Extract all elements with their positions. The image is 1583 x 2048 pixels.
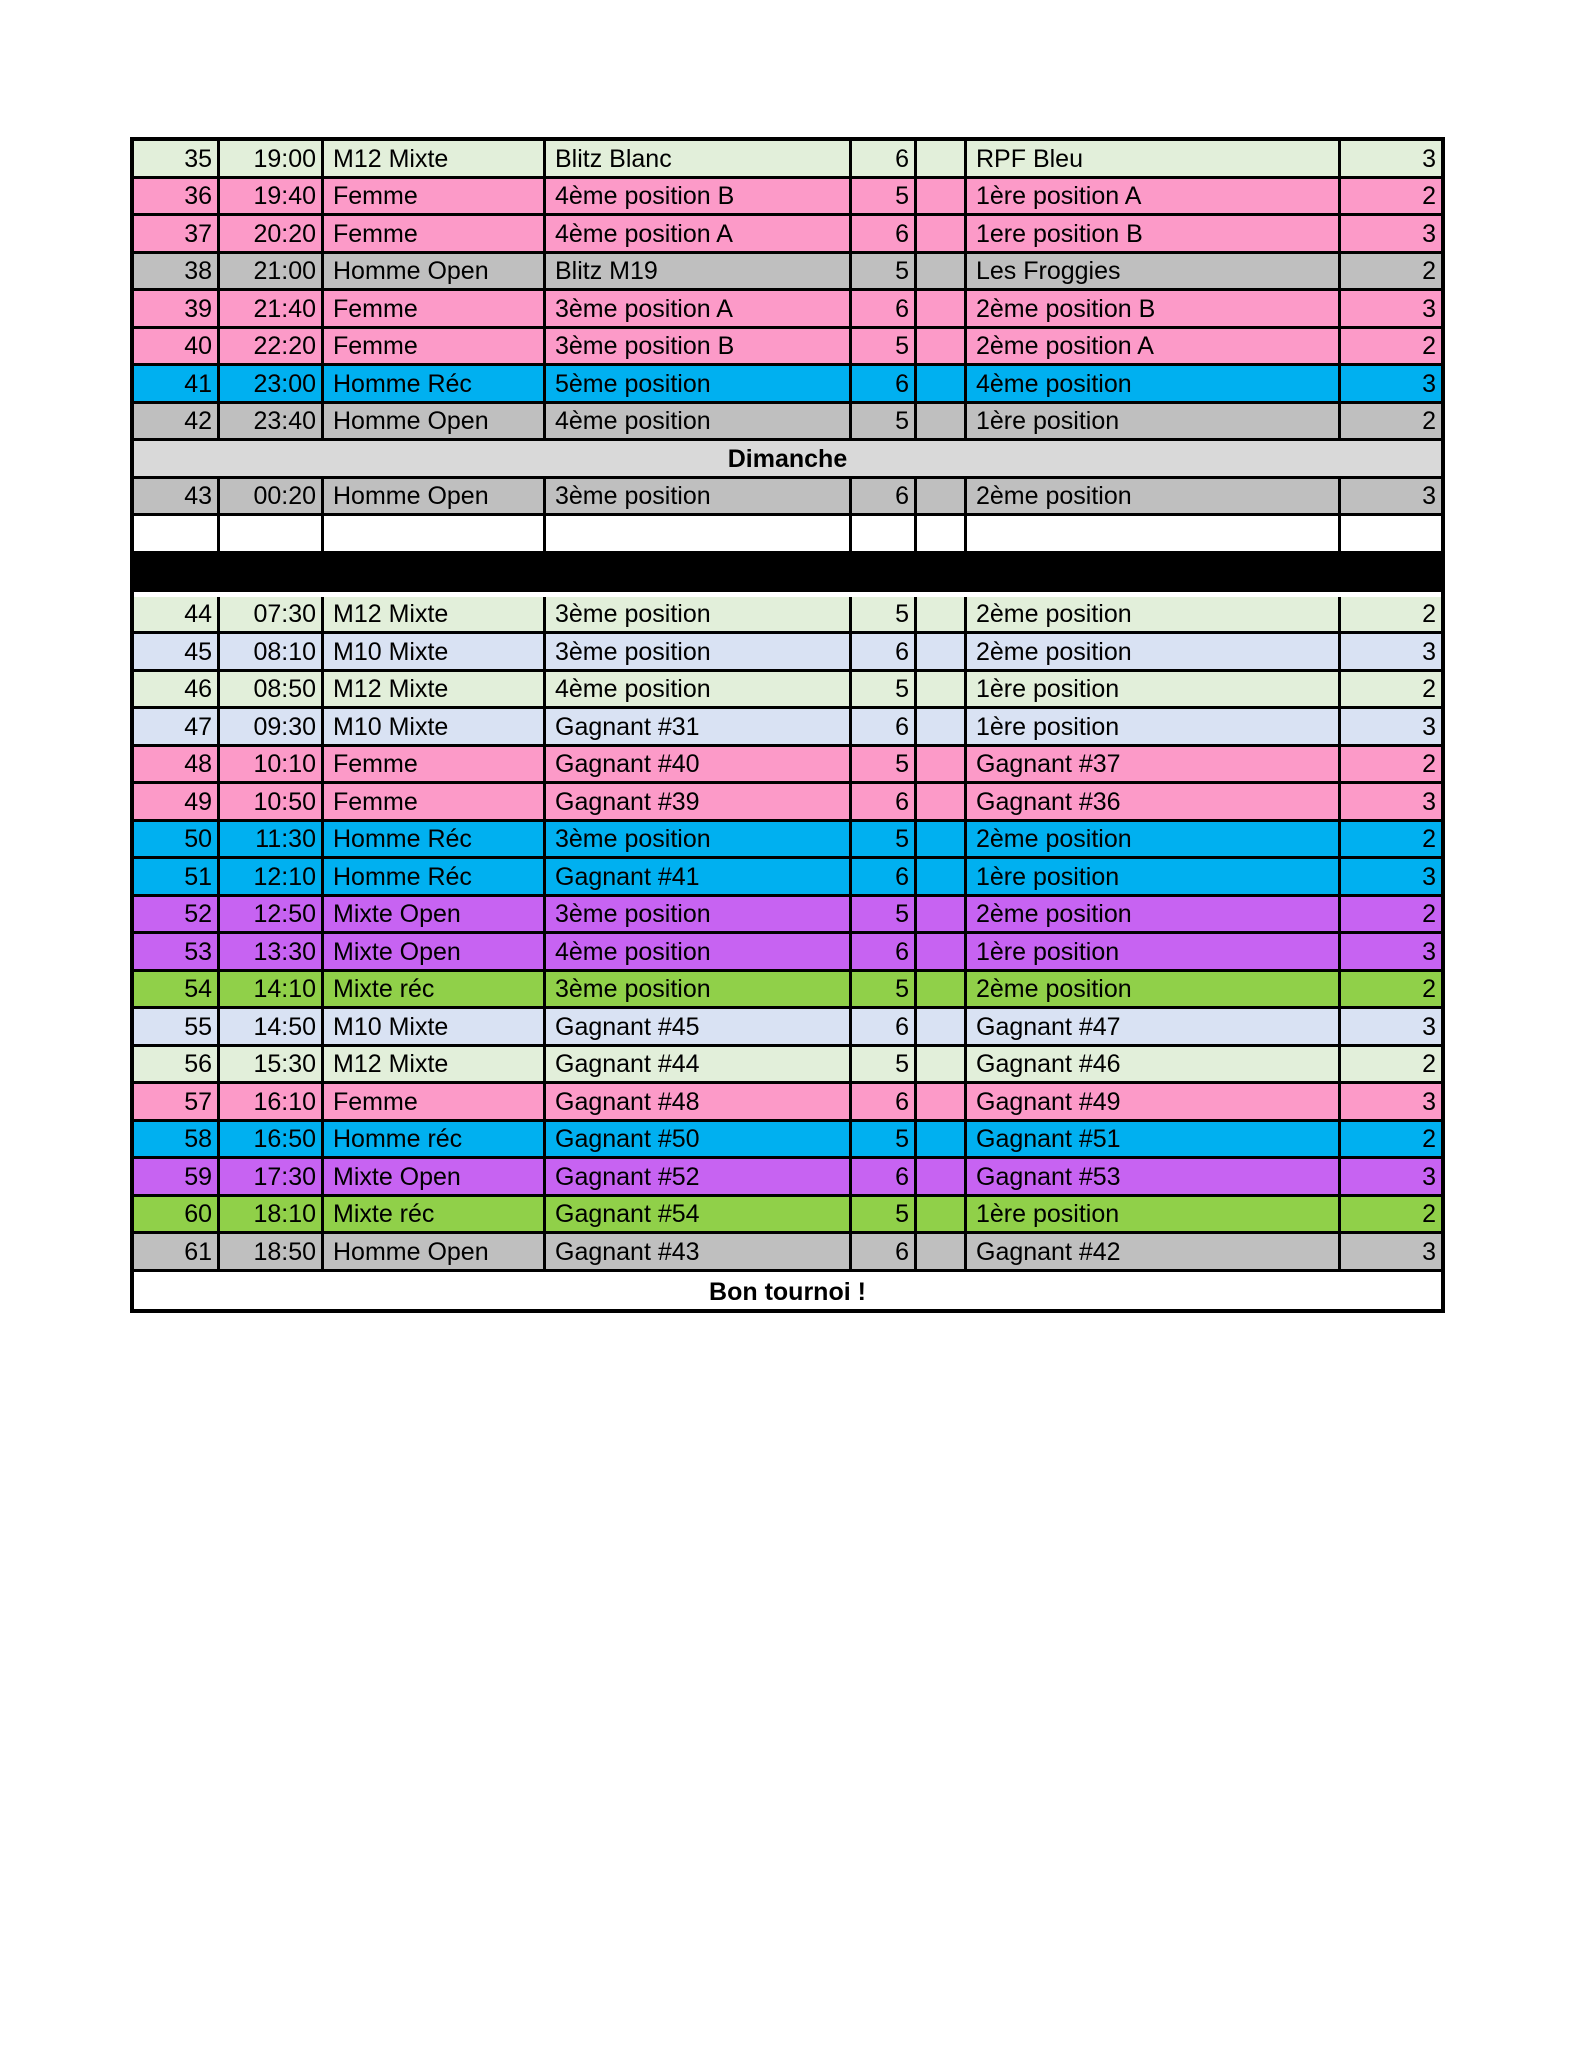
match-number-cell: 42	[134, 404, 220, 439]
match-court1-cell: 5	[852, 672, 917, 707]
match-team2-cell: Gagnant #42	[967, 1234, 1341, 1269]
match-court1-cell: 5	[852, 897, 917, 932]
match-number-cell: 59	[134, 1159, 220, 1194]
match-court2-cell	[1341, 516, 1441, 551]
match-time-cell: 21:00	[220, 254, 324, 289]
match-gap-cell	[917, 141, 967, 176]
match-number-cell: 36	[134, 179, 220, 214]
match-team2-cell: Gagnant #53	[967, 1159, 1341, 1194]
match-team2-cell: Gagnant #46	[967, 1047, 1341, 1082]
match-team1-cell: Gagnant #40	[546, 747, 852, 782]
match-team1-cell: Gagnant #43	[546, 1234, 852, 1269]
match-court1-cell: 6	[852, 934, 917, 969]
match-number-cell: 50	[134, 822, 220, 857]
match-court2-cell: 3	[1422, 294, 1436, 323]
match-court1-cell: 6	[852, 1234, 917, 1269]
match-category-cell: Homme Open	[324, 479, 546, 514]
match-gap-cell	[917, 329, 967, 364]
match-court2-cell: 2	[1422, 407, 1436, 435]
table-row	[134, 897, 1441, 935]
match-category-cell: Mixte Open	[324, 897, 546, 932]
table-row	[134, 672, 1441, 710]
match-gap-cell	[917, 366, 967, 401]
match-category-cell: M12 Mixte	[324, 597, 546, 632]
match-team1-cell: Gagnant #44	[546, 1047, 852, 1082]
match-time-cell	[220, 516, 324, 551]
table-row	[134, 291, 1441, 329]
match-number-cell	[134, 516, 220, 551]
match-team1-cell: 3ème position	[546, 597, 852, 632]
match-time-cell: 20:20	[220, 216, 324, 251]
match-number-cell: 57	[134, 1084, 220, 1119]
match-time-cell: 17:30	[220, 1159, 324, 1194]
match-team1-cell: 3ème position	[546, 822, 852, 857]
match-team2-cell: Gagnant #36	[967, 784, 1341, 819]
match-team2-cell: RPF Bleu	[967, 141, 1341, 176]
match-team1-cell: Gagnant #45	[546, 1009, 852, 1044]
match-team2-cell	[967, 516, 1341, 551]
match-team2-cell: 2ème position A	[967, 329, 1341, 364]
table-row	[134, 216, 1441, 254]
match-court2-cell: 2	[1422, 750, 1436, 778]
match-category-cell: Mixte réc	[324, 1197, 546, 1232]
match-court2-cell: 3	[1422, 862, 1436, 891]
match-gap-cell	[917, 216, 967, 251]
match-category-cell: Homme Open	[324, 254, 546, 289]
match-time-cell: 09:30	[220, 709, 324, 744]
match-team1-cell: 4ème position B	[546, 179, 852, 214]
empty-row	[134, 516, 1441, 554]
match-category-cell: M12 Mixte	[324, 141, 546, 176]
match-number-cell: 41	[134, 366, 220, 401]
match-number-cell: 55	[134, 1009, 220, 1044]
match-time-cell: 14:10	[220, 972, 324, 1007]
match-time-cell: 16:10	[220, 1084, 324, 1119]
table-row	[134, 1047, 1441, 1085]
match-time-cell: 21:40	[220, 291, 324, 326]
match-court2-cell: 3	[1422, 1087, 1436, 1116]
match-number-cell: 40	[134, 329, 220, 364]
match-team1-cell: Gagnant #41	[546, 859, 852, 894]
match-gap-cell	[917, 1122, 967, 1157]
match-team2-cell: 1ère position	[967, 934, 1341, 969]
match-court2-cell: 3	[1422, 937, 1436, 966]
match-team2-cell: 4ème position	[967, 366, 1341, 401]
match-category-cell: Mixte Open	[324, 934, 546, 969]
match-category-cell	[324, 516, 546, 551]
table-row	[134, 634, 1441, 672]
match-gap-cell	[917, 747, 967, 782]
match-category-cell: Homme Open	[324, 1234, 546, 1269]
table-row	[134, 747, 1441, 785]
match-court2-cell: 3	[1422, 1162, 1436, 1191]
match-court1-cell: 6	[852, 1159, 917, 1194]
match-time-cell: 12:10	[220, 859, 324, 894]
match-court1-cell: 5	[852, 1197, 917, 1232]
match-court2-cell: 2	[1422, 825, 1436, 853]
match-category-cell: Femme	[324, 784, 546, 819]
match-time-cell: 19:40	[220, 179, 324, 214]
match-court2-cell: 2	[1422, 900, 1436, 928]
match-gap-cell	[917, 672, 967, 707]
match-number-cell: 46	[134, 672, 220, 707]
match-team2-cell: Gagnant #47	[967, 1009, 1341, 1044]
match-category-cell: Femme	[324, 1084, 546, 1119]
match-number-cell: 56	[134, 1047, 220, 1082]
match-court1-cell: 5	[852, 254, 917, 289]
match-court2-cell: 2	[1422, 1125, 1436, 1153]
match-number-cell: 43	[134, 479, 220, 514]
match-court1-cell: 6	[852, 479, 917, 514]
match-team2-cell: Gagnant #37	[967, 747, 1341, 782]
match-team1-cell: 3ème position	[546, 479, 852, 514]
match-team2-cell: 2ème position	[967, 597, 1341, 632]
match-number-cell: 51	[134, 859, 220, 894]
match-team1-cell: Gagnant #54	[546, 1197, 852, 1232]
match-gap-cell	[917, 291, 967, 326]
match-time-cell: 16:50	[220, 1122, 324, 1157]
match-gap-cell	[917, 1084, 967, 1119]
match-number-cell: 45	[134, 634, 220, 669]
match-time-cell: 08:10	[220, 634, 324, 669]
match-number-cell: 53	[134, 934, 220, 969]
match-number-cell: 39	[134, 291, 220, 326]
match-court2-cell: 2	[1422, 257, 1436, 285]
match-category-cell: Homme Réc	[324, 822, 546, 857]
match-category-cell: Mixte Open	[324, 1159, 546, 1194]
match-time-cell: 18:50	[220, 1234, 324, 1269]
tournament-schedule-table	[130, 137, 1445, 1313]
match-category-cell: Femme	[324, 179, 546, 214]
match-time-cell: 08:50	[220, 672, 324, 707]
match-gap-cell	[917, 897, 967, 932]
match-category-cell: Homme Réc	[324, 859, 546, 894]
match-court1-cell: 6	[852, 141, 917, 176]
match-court1-cell: 5	[852, 329, 917, 364]
match-team2-cell: Gagnant #51	[967, 1122, 1341, 1157]
match-category-cell: Homme réc	[324, 1122, 546, 1157]
black-divider-bar	[134, 554, 1441, 592]
match-team1-cell: Gagnant #39	[546, 784, 852, 819]
match-team2-cell: 1ère position	[967, 672, 1341, 707]
table-row	[134, 822, 1441, 860]
match-gap-cell	[917, 822, 967, 857]
table-row	[134, 404, 1441, 442]
day-header-label: Dimanche	[727, 444, 848, 473]
match-team2-cell: 1ère position	[967, 404, 1341, 439]
match-time-cell: 14:50	[220, 1009, 324, 1044]
table-row	[134, 859, 1441, 897]
match-category-cell: Femme	[324, 291, 546, 326]
match-court2-cell: 3	[1422, 637, 1436, 666]
match-court1-cell: 5	[852, 1047, 917, 1082]
table-row	[134, 709, 1441, 747]
match-category-cell: Mixte réc	[324, 972, 546, 1007]
match-court1-cell: 5	[852, 747, 917, 782]
match-team2-cell: 1ère position	[967, 709, 1341, 744]
match-team2-cell: 2ème position	[967, 822, 1341, 857]
match-team1-cell: Blitz M19	[546, 254, 852, 289]
match-number-cell: 49	[134, 784, 220, 819]
match-court2-cell: 3	[1422, 482, 1436, 510]
match-court2-cell: 3	[1422, 369, 1436, 398]
match-team1-cell: Gagnant #52	[546, 1159, 852, 1194]
table-row	[134, 479, 1441, 517]
table-row	[134, 1234, 1441, 1272]
match-team1-cell: Gagnant #31	[546, 709, 852, 744]
match-gap-cell	[917, 1047, 967, 1082]
match-court2-cell: 3	[1422, 1237, 1436, 1266]
match-category-cell: Homme Open	[324, 404, 546, 439]
match-team1-cell: 4ème position	[546, 672, 852, 707]
table-row	[134, 972, 1441, 1010]
match-team1-cell: 4ème position	[546, 934, 852, 969]
match-time-cell: 18:10	[220, 1197, 324, 1232]
match-team1-cell: Gagnant #50	[546, 1122, 852, 1157]
match-time-cell: 23:40	[220, 404, 324, 439]
match-team1-cell: 3ème position B	[546, 329, 852, 364]
match-court1-cell: 6	[852, 859, 917, 894]
match-time-cell: 12:50	[220, 897, 324, 932]
match-category-cell: M10 Mixte	[324, 1009, 546, 1044]
match-category-cell: Femme	[324, 329, 546, 364]
match-court1-cell: 5	[852, 179, 917, 214]
match-gap-cell	[917, 1159, 967, 1194]
table-row	[134, 784, 1441, 822]
match-number-cell: 52	[134, 897, 220, 932]
table-row	[134, 366, 1441, 404]
match-court1-cell: 6	[852, 1084, 917, 1119]
match-team2-cell: 1ère position A	[967, 179, 1341, 214]
match-time-cell: 00:20	[220, 479, 324, 514]
match-number-cell: 48	[134, 747, 220, 782]
table-row	[134, 934, 1441, 972]
table-row	[134, 1197, 1441, 1235]
match-gap-cell	[917, 1009, 967, 1044]
match-team2-cell: 1ère position	[967, 859, 1341, 894]
match-number-cell: 35	[134, 141, 220, 176]
match-team2-cell: 2ème position	[967, 479, 1341, 514]
match-gap-cell	[917, 254, 967, 289]
match-gap-cell	[917, 972, 967, 1007]
match-team1-cell: 3ème position	[546, 634, 852, 669]
footer-row	[134, 1272, 1441, 1310]
match-number-cell: 47	[134, 709, 220, 744]
table-row	[134, 141, 1441, 179]
match-gap-cell	[917, 1197, 967, 1232]
match-gap-cell	[917, 597, 967, 632]
match-court2-cell: 3	[1422, 787, 1436, 816]
match-court1-cell: 6	[852, 634, 917, 669]
match-court2-cell: 2	[1422, 332, 1436, 360]
table-row	[134, 1122, 1441, 1160]
table-row	[134, 1009, 1441, 1047]
match-team1-cell	[546, 516, 852, 551]
footer-label: Bon tournoi !	[709, 1278, 866, 1306]
match-court1-cell: 6	[852, 291, 917, 326]
match-number-cell: 60	[134, 1197, 220, 1232]
match-court1-cell	[852, 516, 917, 551]
match-time-cell: 10:10	[220, 747, 324, 782]
match-court1-cell: 5	[852, 597, 917, 632]
match-court2-cell: 2	[1422, 182, 1436, 210]
match-team2-cell: 2ème position B	[967, 291, 1341, 326]
match-court2-cell: 3	[1422, 144, 1436, 173]
match-team1-cell: Gagnant #48	[546, 1084, 852, 1119]
match-gap-cell	[917, 934, 967, 969]
match-court2-cell: 3	[1422, 712, 1436, 741]
match-category-cell: M10 Mixte	[324, 634, 546, 669]
match-team1-cell: 5ème position	[546, 366, 852, 401]
table-row	[134, 597, 1441, 635]
match-court2-cell: 2	[1422, 675, 1436, 703]
table-row	[134, 329, 1441, 367]
match-court2-cell: 2	[1422, 1200, 1436, 1228]
match-number-cell: 44	[134, 597, 220, 632]
match-time-cell: 13:30	[220, 934, 324, 969]
match-court1-cell: 6	[852, 216, 917, 251]
table-row	[134, 254, 1441, 292]
match-time-cell: 23:00	[220, 366, 324, 401]
match-team2-cell: Gagnant #49	[967, 1084, 1341, 1119]
match-team2-cell: Les Froggies	[967, 254, 1341, 289]
match-gap-cell	[917, 179, 967, 214]
match-court2-cell: 2	[1422, 600, 1436, 628]
table-row	[134, 179, 1441, 217]
match-court1-cell: 5	[852, 972, 917, 1007]
match-number-cell: 61	[134, 1234, 220, 1269]
match-gap-cell	[917, 634, 967, 669]
match-gap-cell	[917, 859, 967, 894]
table-row	[134, 1084, 1441, 1122]
match-category-cell: M12 Mixte	[324, 672, 546, 707]
match-number-cell: 54	[134, 972, 220, 1007]
match-time-cell: 10:50	[220, 784, 324, 819]
match-team1-cell: 4ème position A	[546, 216, 852, 251]
match-court2-cell: 2	[1422, 1050, 1436, 1078]
match-court2-cell: 2	[1422, 975, 1436, 1003]
match-court1-cell: 5	[852, 404, 917, 439]
match-team2-cell: 2ème position	[967, 972, 1341, 1007]
match-time-cell: 19:00	[220, 141, 324, 176]
table-row	[134, 1159, 1441, 1197]
match-number-cell: 37	[134, 216, 220, 251]
match-category-cell: Femme	[324, 216, 546, 251]
match-court2-cell: 3	[1422, 219, 1436, 248]
match-team2-cell: 1ère position	[967, 1197, 1341, 1232]
match-time-cell: 11:30	[220, 822, 324, 857]
match-court1-cell: 6	[852, 1009, 917, 1044]
match-team1-cell: 3ème position	[546, 972, 852, 1007]
match-gap-cell	[917, 479, 967, 514]
match-court1-cell: 6	[852, 709, 917, 744]
match-team2-cell: 1ere position B	[967, 216, 1341, 251]
match-team2-cell: 2ème position	[967, 897, 1341, 932]
match-gap-cell	[917, 1234, 967, 1269]
match-gap-cell	[917, 516, 967, 551]
match-category-cell: Homme Réc	[324, 366, 546, 401]
match-team1-cell: 3ème position A	[546, 291, 852, 326]
match-category-cell: M12 Mixte	[324, 1047, 546, 1082]
match-court2-cell: 3	[1422, 1012, 1436, 1041]
match-team1-cell: Blitz Blanc	[546, 141, 852, 176]
match-time-cell: 22:20	[220, 329, 324, 364]
match-time-cell: 15:30	[220, 1047, 324, 1082]
match-team2-cell: 2ème position	[967, 634, 1341, 669]
match-gap-cell	[917, 709, 967, 744]
match-time-cell: 07:30	[220, 597, 324, 632]
match-number-cell: 58	[134, 1122, 220, 1157]
match-gap-cell	[917, 404, 967, 439]
match-court1-cell: 5	[852, 1122, 917, 1157]
match-court1-cell: 6	[852, 366, 917, 401]
match-category-cell: M10 Mixte	[324, 709, 546, 744]
match-category-cell: Femme	[324, 747, 546, 782]
match-court1-cell: 6	[852, 784, 917, 819]
match-team1-cell: 4ème position	[546, 404, 852, 439]
match-gap-cell	[917, 784, 967, 819]
match-court1-cell: 5	[852, 822, 917, 857]
day-header-row	[134, 441, 1441, 479]
match-team1-cell: 3ème position	[546, 897, 852, 932]
match-number-cell: 38	[134, 254, 220, 289]
